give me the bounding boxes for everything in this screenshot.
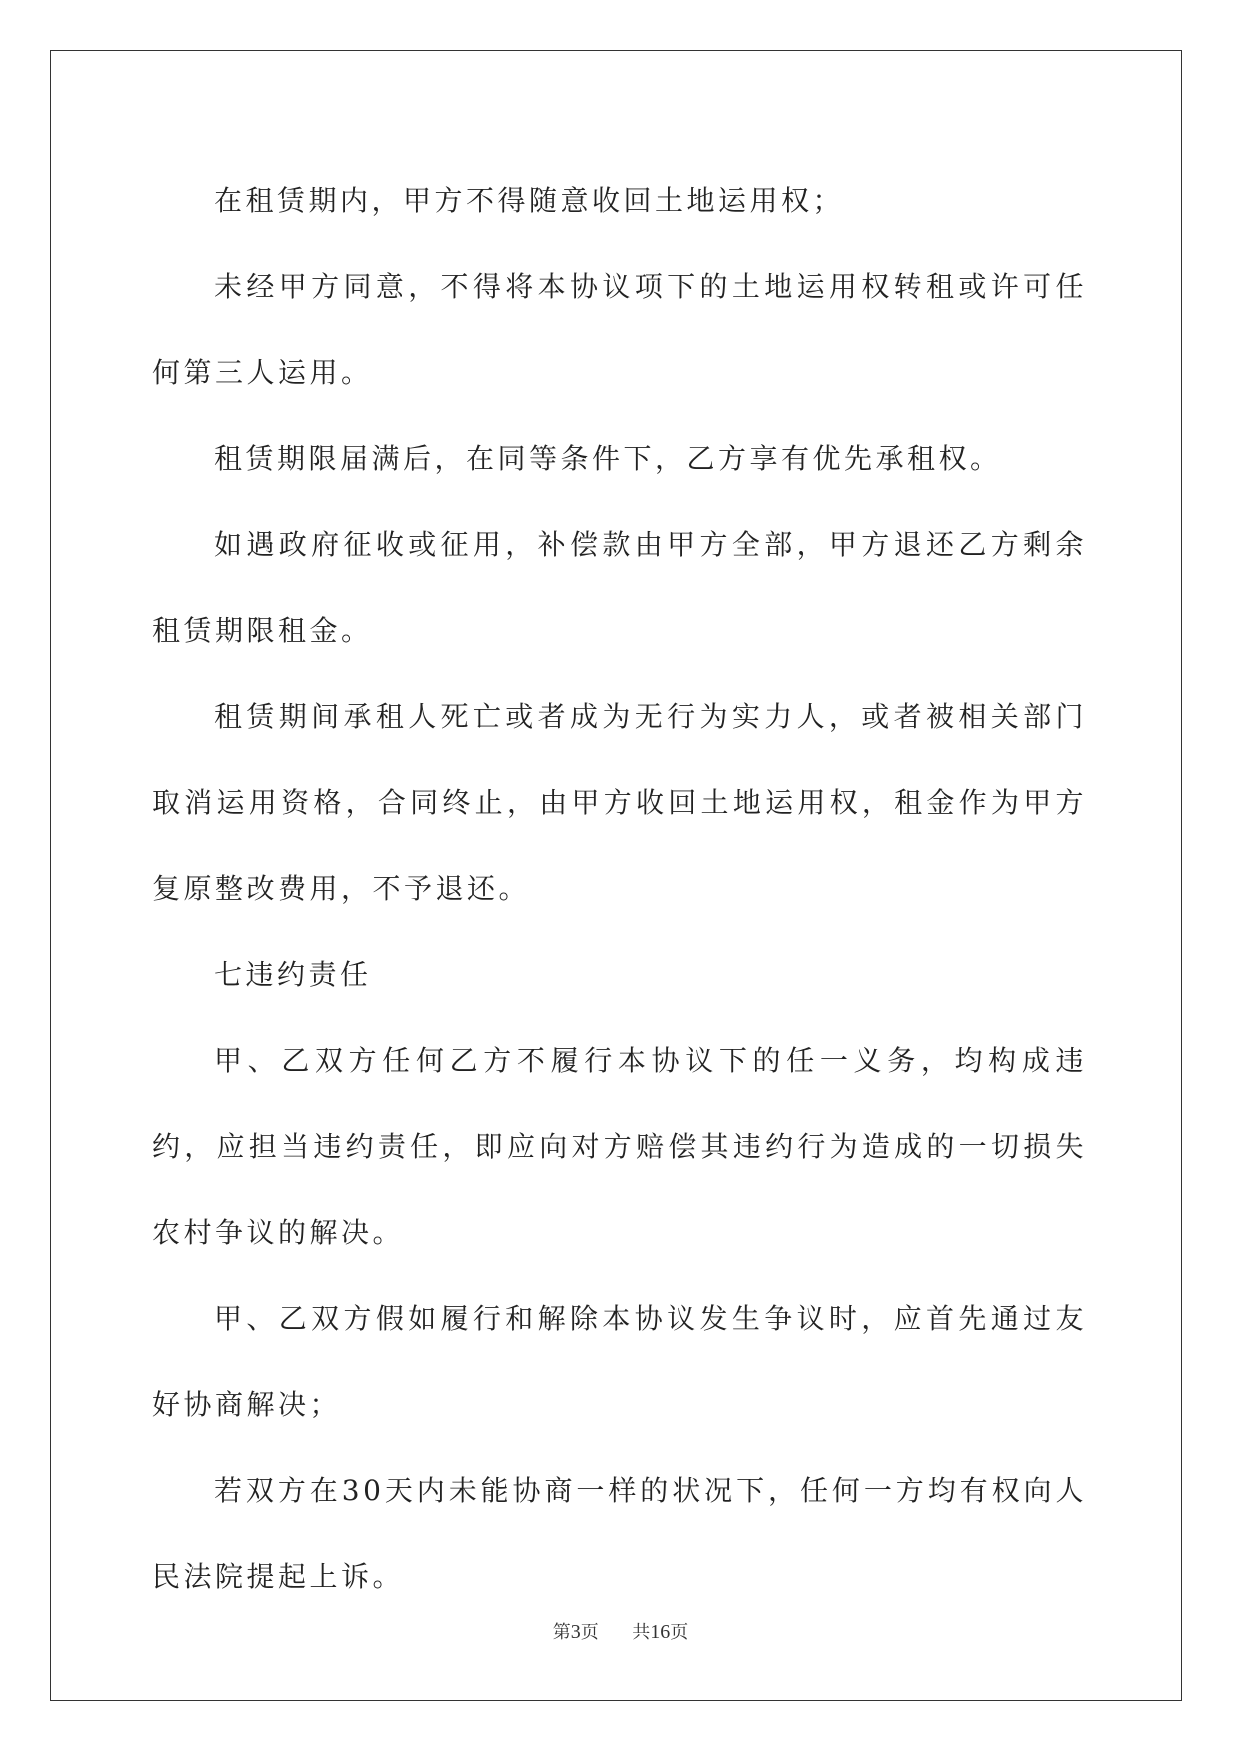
section-heading: 七违约责任 [214,958,372,991]
paragraph: 未经甲方同意，不得将本协议项下的土地运用权转租或许可任何第三人运用。 [152,270,1087,389]
total-prefix: 共 [632,1622,651,1643]
page-footer [0,1618,1241,1644]
paragraph: 租赁期限届满后，在同等条件下，乙方享有优先承租权。 [214,442,1002,475]
paragraph: 在租赁期内，甲方不得随意收回土地运用权； [214,184,845,217]
page-prefix: 第 [552,1622,571,1643]
paragraph: 甲、乙双方任何乙方不履行本协议下的任一义务，均构成违约，应担当违约责任，即应向对方赔偿其违约行为造成的一切损失农村争议的解决。 [152,1044,1087,1249]
page-suffix: 页 [580,1622,599,1643]
paragraph: 如遇政府征收或征用，补偿款由甲方全部，甲方退还乙方剩余租赁期限租金。 [152,528,1087,647]
document-body [152,158,1087,1620]
paragraph: 甲、乙双方假如履行和解除本协议发生争议时，应首先通过友好协商解决； [152,1302,1087,1421]
paragraph: 若双方在30天内未能协商一样的状况下，任何一方均有权向人民法院提起上诉。 [152,1474,1087,1593]
total-suffix: 页 [670,1622,689,1643]
paragraph: 租赁期间承租人死亡或者成为无行为实力人，或者被相关部门取消运用资格，合同终止，由甲方收回土地运用权，租金作为甲方复原整改费用，不予退还。 [152,700,1087,905]
page-number: 3 [570,1621,581,1643]
total-pages: 16 [650,1621,671,1643]
